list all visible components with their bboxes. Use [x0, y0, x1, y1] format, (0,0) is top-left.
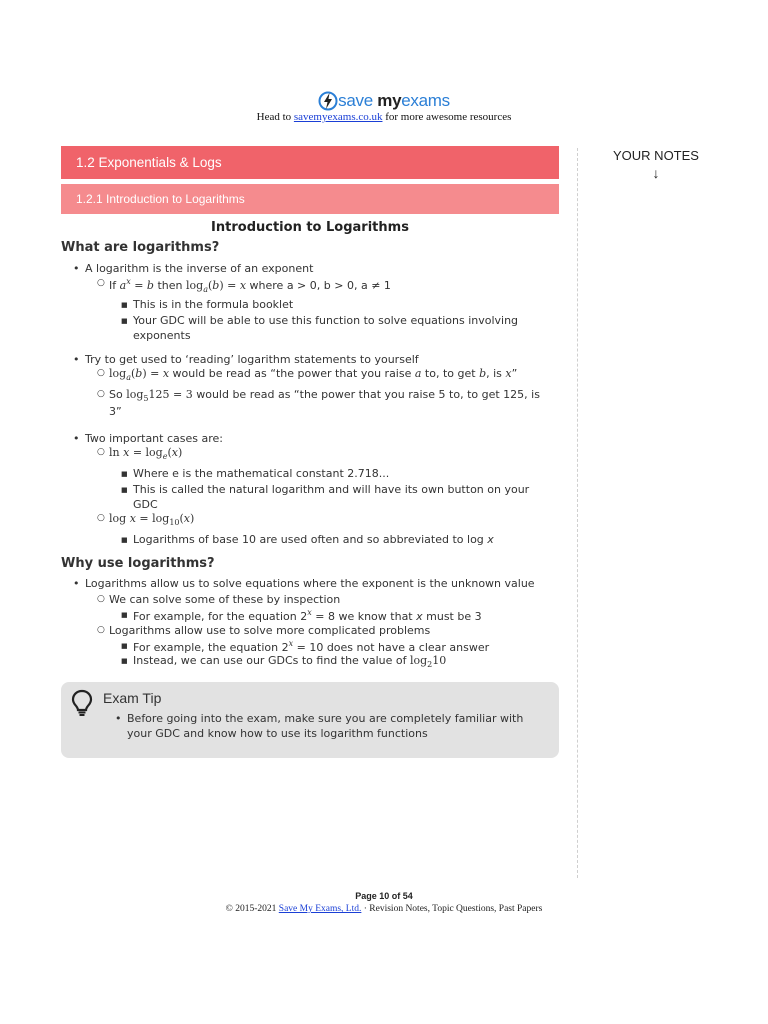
item-text: then [153, 279, 186, 292]
item-text: Two important cases are: [85, 432, 223, 445]
list-item [109, 388, 540, 403]
topic-bar: 1.2 Exponentials & Logs [61, 146, 559, 179]
site-link[interactable]: savemyexams.co.uk [293, 111, 383, 123]
item-text: Your GDC will be able to use this function to solve equations involving [133, 314, 519, 327]
subtopic-bar: 1.2.1 Introduction to Logarithms [61, 184, 559, 214]
tagline [0, 111, 768, 123]
item-text: Logarithms of base 10 are used often and so abbreviated to log [133, 533, 488, 546]
list-item [109, 624, 430, 637]
item-text: If [109, 279, 120, 292]
lightbulb-icon [71, 689, 93, 717]
list-item [85, 577, 535, 590]
list-item [109, 367, 517, 382]
math-expression: $\log_210$ [409, 654, 447, 669]
list-item-continuation: GDC [133, 498, 158, 511]
list-item [133, 298, 293, 311]
math-expression: $a^x = b$ [119, 277, 154, 292]
item-text: This is in the formula booklet [133, 298, 294, 311]
exam-tip-box [61, 682, 559, 758]
your-notes-text: YOUR NOTES [613, 148, 699, 163]
math-var: x [416, 610, 423, 623]
item-text: We can solve some of these by inspection [109, 593, 341, 606]
item-text: = 8 we know that [311, 610, 417, 623]
list-item [127, 712, 523, 725]
item-text: Logarithms allow us to solve equations where the exponent is the unknown value [85, 577, 535, 590]
notes-divider [577, 148, 578, 878]
lightning-bolt-icon [318, 91, 338, 111]
list-item-continuation: your GDC and know how to use its logarithm functions [127, 727, 428, 740]
list-item: ■ For example, for the equation $2^x = 8$ we know that x must be 3 [133, 608, 482, 623]
page-number: Page 10 of 54 [355, 891, 413, 901]
list-item [109, 512, 194, 527]
item-text: So [109, 388, 127, 401]
list-item [133, 654, 446, 669]
item-text: , is [486, 367, 506, 380]
page-title: Introduction to Logarithms [211, 220, 409, 235]
math-var: a [414, 367, 422, 380]
item-text: = 10 does not have a clear answer [293, 641, 490, 654]
list-item [133, 314, 518, 327]
item-text: Before going into the exam, make sure you are completely familiar with [127, 712, 524, 725]
company-link[interactable]: Save My Exams, Ltd. [278, 904, 362, 914]
item-text: For example, the equation 2 [133, 641, 289, 654]
item-text: Try to get used to ‘reading’ logarithm statements to yourself [85, 353, 419, 366]
math-expression: $\log x = \log_{10}(x)$ [109, 512, 195, 527]
list-item [109, 277, 391, 294]
down-arrow-icon: ↓ [652, 165, 660, 181]
exam-tip-title: Exam Tip [103, 690, 162, 706]
math-expression: $\log_a(b) = x$ [186, 279, 247, 294]
list-item [85, 432, 223, 445]
brand-save: save [338, 90, 373, 110]
item-text: A logarithm is the inverse of an exponent [85, 262, 314, 275]
list-item [133, 467, 389, 480]
item-text: where a > 0, b > 0, a ≠ 1 [246, 279, 391, 292]
item-text: For example, for the equation 2 [133, 610, 308, 623]
item-text: Logarithms allow use to solve more complicated problems [109, 624, 431, 637]
list-item-continuation: exponents [133, 329, 191, 342]
list-item [85, 353, 419, 366]
item-text: ” [511, 367, 518, 380]
section-heading-why: Why use logarithms? [61, 556, 215, 571]
math-expression: $\ln x = \log_e(x)$ [109, 446, 183, 461]
list-item: ■ For example, the equation $2^x = 10$ does not have a clear answer [133, 639, 489, 654]
list-item [133, 533, 494, 546]
math-expression: $\log_5125 = 3$ [126, 388, 193, 403]
copyright-suffix: · Revision Notes, Topic Questions, Past Papers [361, 904, 543, 914]
item-text: must be 3 [422, 610, 482, 623]
item-text: This is called the natural logarithm and will have its own button on your [133, 483, 530, 496]
logo [0, 90, 768, 111]
list-item [109, 446, 182, 461]
item-text: would be read as “the power that you raise [169, 367, 415, 380]
math-var: x [487, 533, 494, 546]
item-text: to, to get [421, 367, 480, 380]
item-text: Where e is the mathematical constant 2.718... [133, 467, 390, 480]
math-expression: $\log_a(b) = x$ [109, 367, 170, 382]
brand-my: my [377, 90, 402, 110]
your-notes-label [606, 148, 706, 181]
list-item [109, 593, 340, 606]
section-heading-what: What are logarithms? [61, 240, 220, 255]
tagline-prefix: Head to [256, 111, 294, 123]
copyright-prefix: © 2015-2021 [225, 904, 279, 914]
list-item-continuation: 3” [109, 405, 122, 418]
list-item [85, 262, 313, 275]
item-text: Instead, we can use our GDCs to find the value of [133, 654, 410, 667]
math-var: b [479, 367, 487, 380]
item-text: would be read as “the power that you raise 5 to, to get 125, is [192, 388, 540, 401]
math-eq: 125 = 3 [148, 388, 193, 401]
brand-exams: exams [401, 90, 450, 110]
math-var: x [505, 367, 512, 380]
tagline-suffix: for more awesome resources [382, 111, 512, 123]
list-item [133, 483, 529, 496]
copyright [0, 904, 768, 914]
